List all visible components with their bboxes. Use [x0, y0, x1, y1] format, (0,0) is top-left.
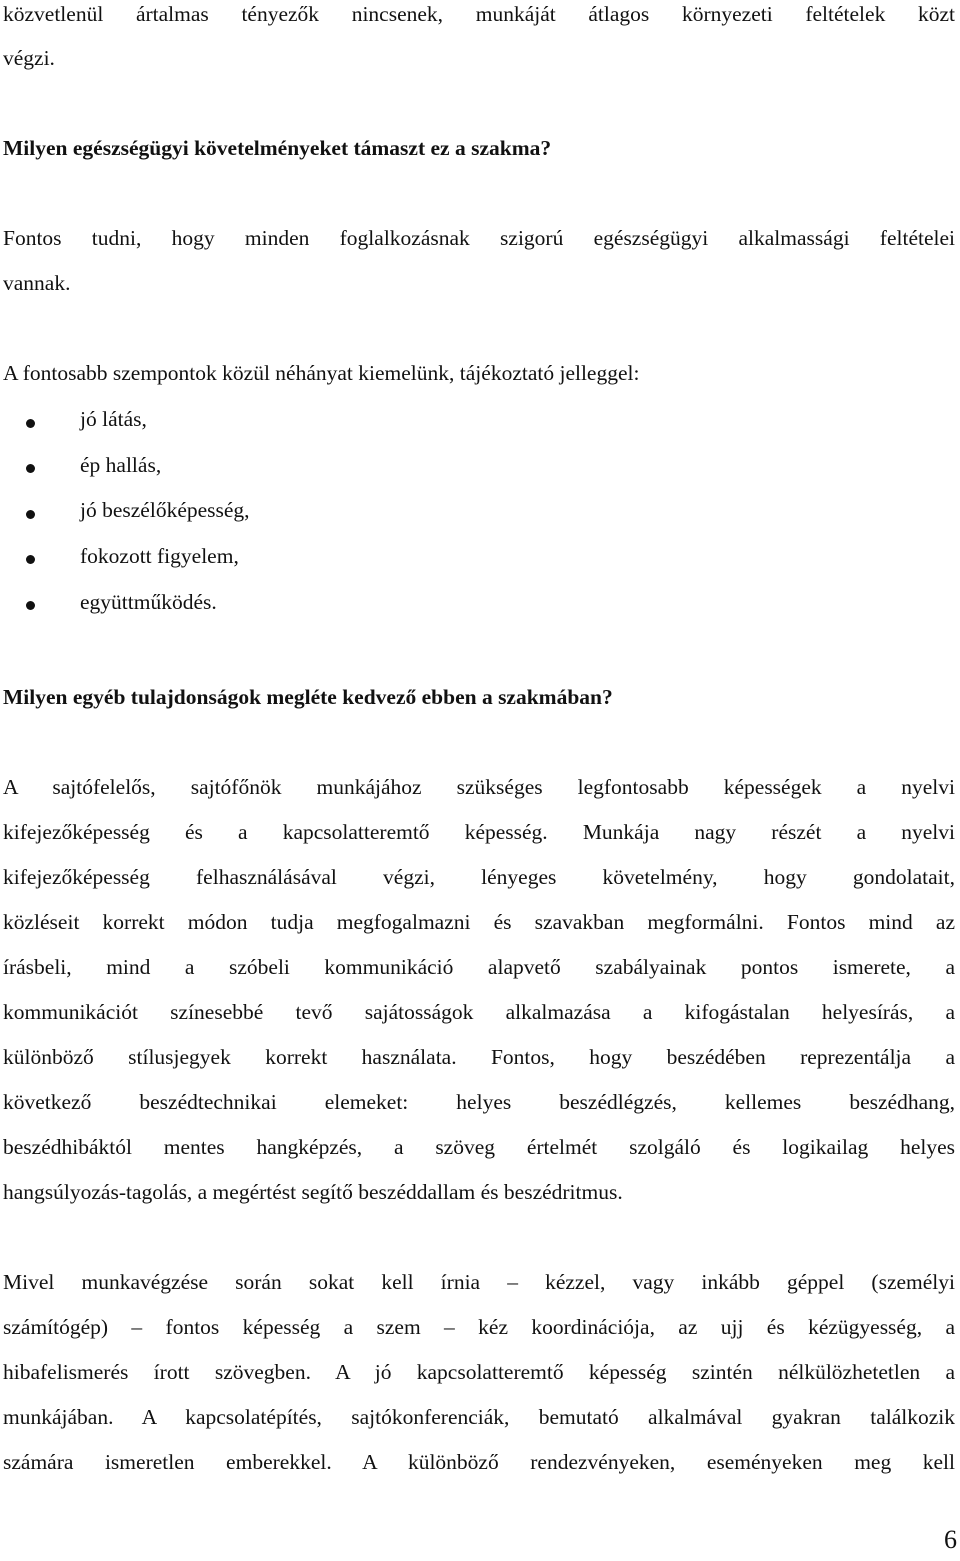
- text-line: számítógép) – fontos képesség a szem – kéz koordinációja, az ujj és kézügyesség, a: [3, 1315, 955, 1339]
- bullet-icon: [26, 510, 35, 519]
- list-item: jó beszélőképesség,: [80, 498, 250, 522]
- text-line: vannak.: [3, 271, 71, 295]
- bullet-icon: [26, 419, 35, 428]
- text-line: különböző stílusjegyek korrekt használata. Fontos, hogy beszédében reprezentálja a: [3, 1045, 955, 1069]
- page-number: 6: [944, 1525, 957, 1554]
- text-line: hangsúlyozás-tagolás, a megértést segítő beszéddallam és beszédritmus.: [3, 1180, 623, 1204]
- text-line: beszédhibáktól mentes hangképzés, a szöveg értelmét szolgáló és logikailag helyes: [3, 1135, 955, 1159]
- list-item: fokozott figyelem,: [80, 544, 239, 568]
- text-line: Fontos tudni, hogy minden foglalkozásnak szigorú egészségügyi alkalmassági feltételei: [3, 226, 955, 250]
- bullet-icon: [26, 555, 35, 564]
- section-heading: Milyen egészségügyi követelményeket támaszt ez a szakma?: [3, 136, 552, 160]
- text-line: kommunikációt színesebbé tevő sajátosságok alkalmazása a kifogástalan helyesírás, a: [3, 1000, 955, 1024]
- text-line: Mivel munkavégzése során sokat kell írnia – kézzel, vagy inkább géppel (személyi: [3, 1270, 955, 1294]
- text-line: következő beszédtechnikai elemeket: helyes beszédlégzés, kellemes beszédhang,: [3, 1090, 955, 1114]
- text-line: munkájában. A kapcsolatépítés, sajtókonferenciák, bemutató alkalmával gyakran találkozik: [3, 1405, 955, 1429]
- list-item: jó látás,: [80, 407, 147, 431]
- text-line: hibafelismerés írott szövegben. A jó kapcsolatteremtő képesség szintén nélkülözhetetlen a: [3, 1360, 955, 1384]
- bullet-icon: [26, 464, 35, 473]
- text-line: kifejezőképesség felhasználásával végzi, lényeges követelmény, hogy gondolatait,: [3, 865, 955, 889]
- text-line: számára ismeretlen emberekkel. A különböző rendezvényeken, eseményeken meg kell: [3, 1450, 955, 1474]
- list-intro: A fontosabb szempontok közül néhányat kiemelünk, tájékoztató jelleggel:: [3, 361, 640, 385]
- text-line: A sajtófelelős, sajtófőnök munkájához szükséges legfontosabb képességek a nyelvi: [3, 775, 955, 799]
- text-line: közléseit korrekt módon tudja megfogalmazni és szavakban megformálni. Fontos mind az: [3, 910, 955, 934]
- list-item: ép hallás,: [80, 453, 162, 477]
- bullet-icon: [26, 601, 35, 610]
- text-line: végzi.: [3, 46, 55, 70]
- text-line: közvetlenül ártalmas tényezők nincsenek, munkáját átlagos környezeti feltételek közt: [3, 2, 955, 26]
- list-item: együttműködés.: [80, 590, 217, 614]
- section-heading: Milyen egyéb tulajdonságok megléte kedvező ebben a szakmában?: [3, 685, 613, 709]
- text-line: kifejezőképesség és a kapcsolatteremtő képesség. Munkája nagy részét a nyelvi: [3, 820, 955, 844]
- text-line: írásbeli, mind a szóbeli kommunikáció alapvető szabályainak pontos ismerete, a: [3, 955, 955, 979]
